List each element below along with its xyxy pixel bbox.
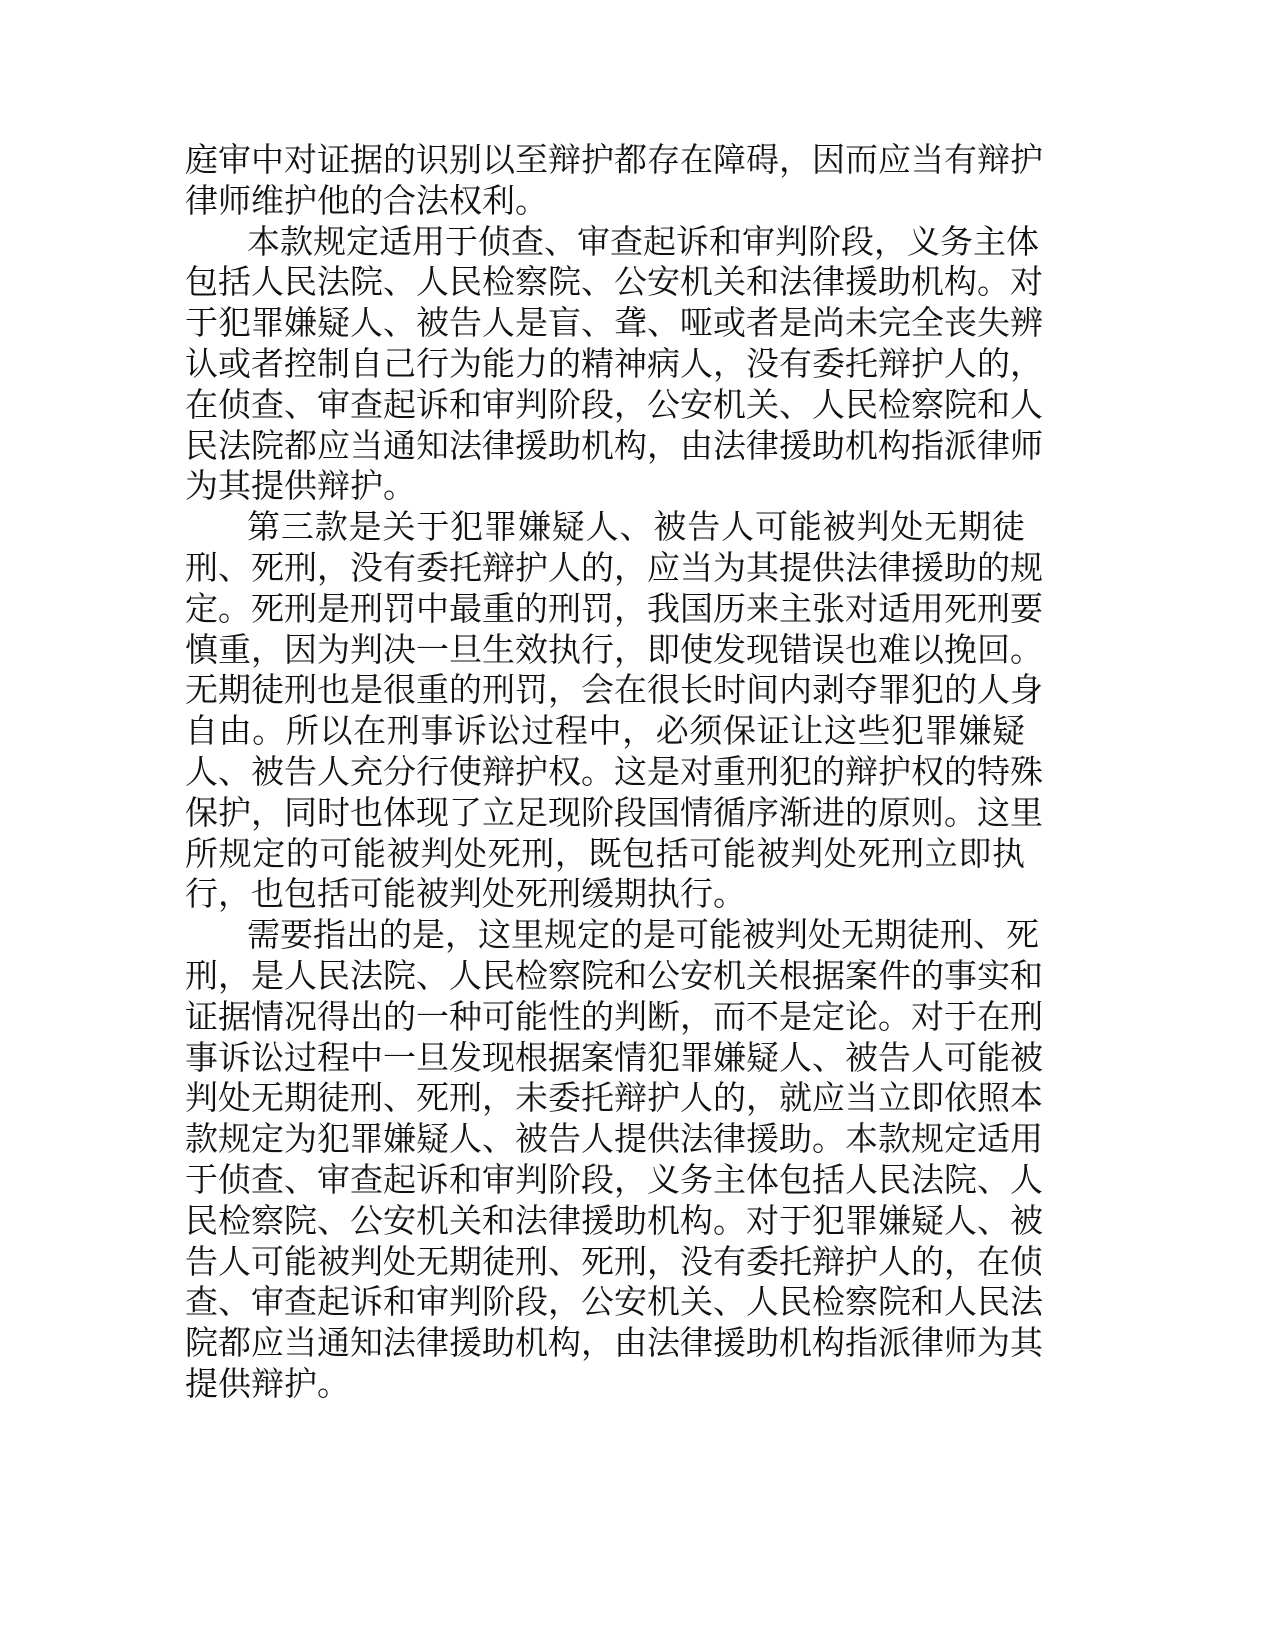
- paragraph: [185, 140, 1043, 222]
- text-line: 无期徒刑也是很重的刑罚，会在很长时间内剥夺罪犯的人身: [185, 670, 1043, 710]
- text-line: 为其提供辩护。: [185, 466, 416, 506]
- text-line: 保护，同时也体现了立足现阶段国情循序渐进的原则。这里: [185, 792, 1043, 832]
- text-line: 款规定为犯罪嫌疑人、被告人提供法律援助。本款规定适用: [185, 1119, 1043, 1159]
- text-line: 律师维护他的合法权利。: [185, 180, 548, 220]
- text-line: 在侦查、审查起诉和审判阶段，公安机关、人民检察院和人: [185, 384, 1043, 424]
- text-line: 本款规定适用于侦查、审查起诉和审判阶段，义务主体: [247, 221, 1039, 261]
- text-line: 行，也包括可能被判处死刑缓期执行。: [185, 874, 746, 914]
- text-line: 自由。所以在刑事诉讼过程中，必须保证让这些犯罪嫌疑: [185, 711, 1025, 751]
- paragraph: [185, 221, 1043, 508]
- paragraph: [185, 507, 1043, 915]
- text-line: 需要指出的是，这里规定的是可能被判处无期徒刑、死: [247, 915, 1039, 955]
- text-line: 证据情况得出的一种可能性的判断，而不是定论。对于在刑: [185, 996, 1043, 1036]
- text-line: 刑、死刑，没有委托辩护人的，应当为其提供法律援助的规: [185, 547, 1043, 587]
- text-line: 人、被告人充分行使辩护权。这是对重刑犯的辩护权的特殊: [185, 751, 1043, 791]
- text-line: 事诉讼过程中一旦发现根据案情犯罪嫌疑人、被告人可能被: [185, 1037, 1043, 1077]
- text-line: 所规定的可能被判处死刑，既包括可能被判处死刑立即执: [185, 833, 1025, 873]
- text-line: 庭审中对证据的识别以至辩护都存在障碍，因而应当有辩护: [185, 140, 1043, 179]
- text-line: 查、审查起诉和审判阶段，公安机关、人民检察院和人民法: [185, 1282, 1043, 1322]
- text-line: 于侦查、审查起诉和审判阶段，义务主体包括人民法院、人: [185, 1159, 1043, 1199]
- paragraph: [185, 915, 1043, 1405]
- text-line: 包括人民法院、人民检察院、公安机关和法律援助机构。对: [185, 262, 1043, 302]
- text-line: 提供辩护。: [185, 1363, 350, 1403]
- text-line: 判处无期徒刑、死刑，未委托辩护人的，就应当立即依照本: [185, 1078, 1043, 1118]
- text-line: 刑，是人民法院、人民检察院和公安机关根据案件的事实和: [185, 955, 1043, 995]
- text-line: 于犯罪嫌疑人、被告人是盲、聋、哑或者是尚未完全丧失辨: [185, 303, 1043, 343]
- text-line: 认或者控制自己行为能力的精神病人，没有委托辩护人的，: [185, 343, 1043, 383]
- text-line: 告人可能被判处无期徒刑、死刑，没有委托辩护人的，在侦: [185, 1241, 1043, 1281]
- text-line: 第三款是关于犯罪嫌疑人、被告人可能被判处无期徒: [247, 507, 1025, 547]
- body-text: [185, 140, 1043, 1405]
- text-line: 定。死刑是刑罚中最重的刑罚，我国历来主张对适用死刑要: [185, 588, 1043, 628]
- text-line: 民检察院、公安机关和法律援助机构。对于犯罪嫌疑人、被: [185, 1200, 1043, 1240]
- text-line: 慎重，因为判决一旦生效执行，即使发现错误也难以挽回。: [185, 629, 1043, 669]
- text-line: 院都应当通知法律援助机构，由法律援助机构指派律师为其: [185, 1323, 1043, 1363]
- text-line: 民法院都应当通知法律援助机构，由法律援助机构指派律师: [185, 425, 1043, 465]
